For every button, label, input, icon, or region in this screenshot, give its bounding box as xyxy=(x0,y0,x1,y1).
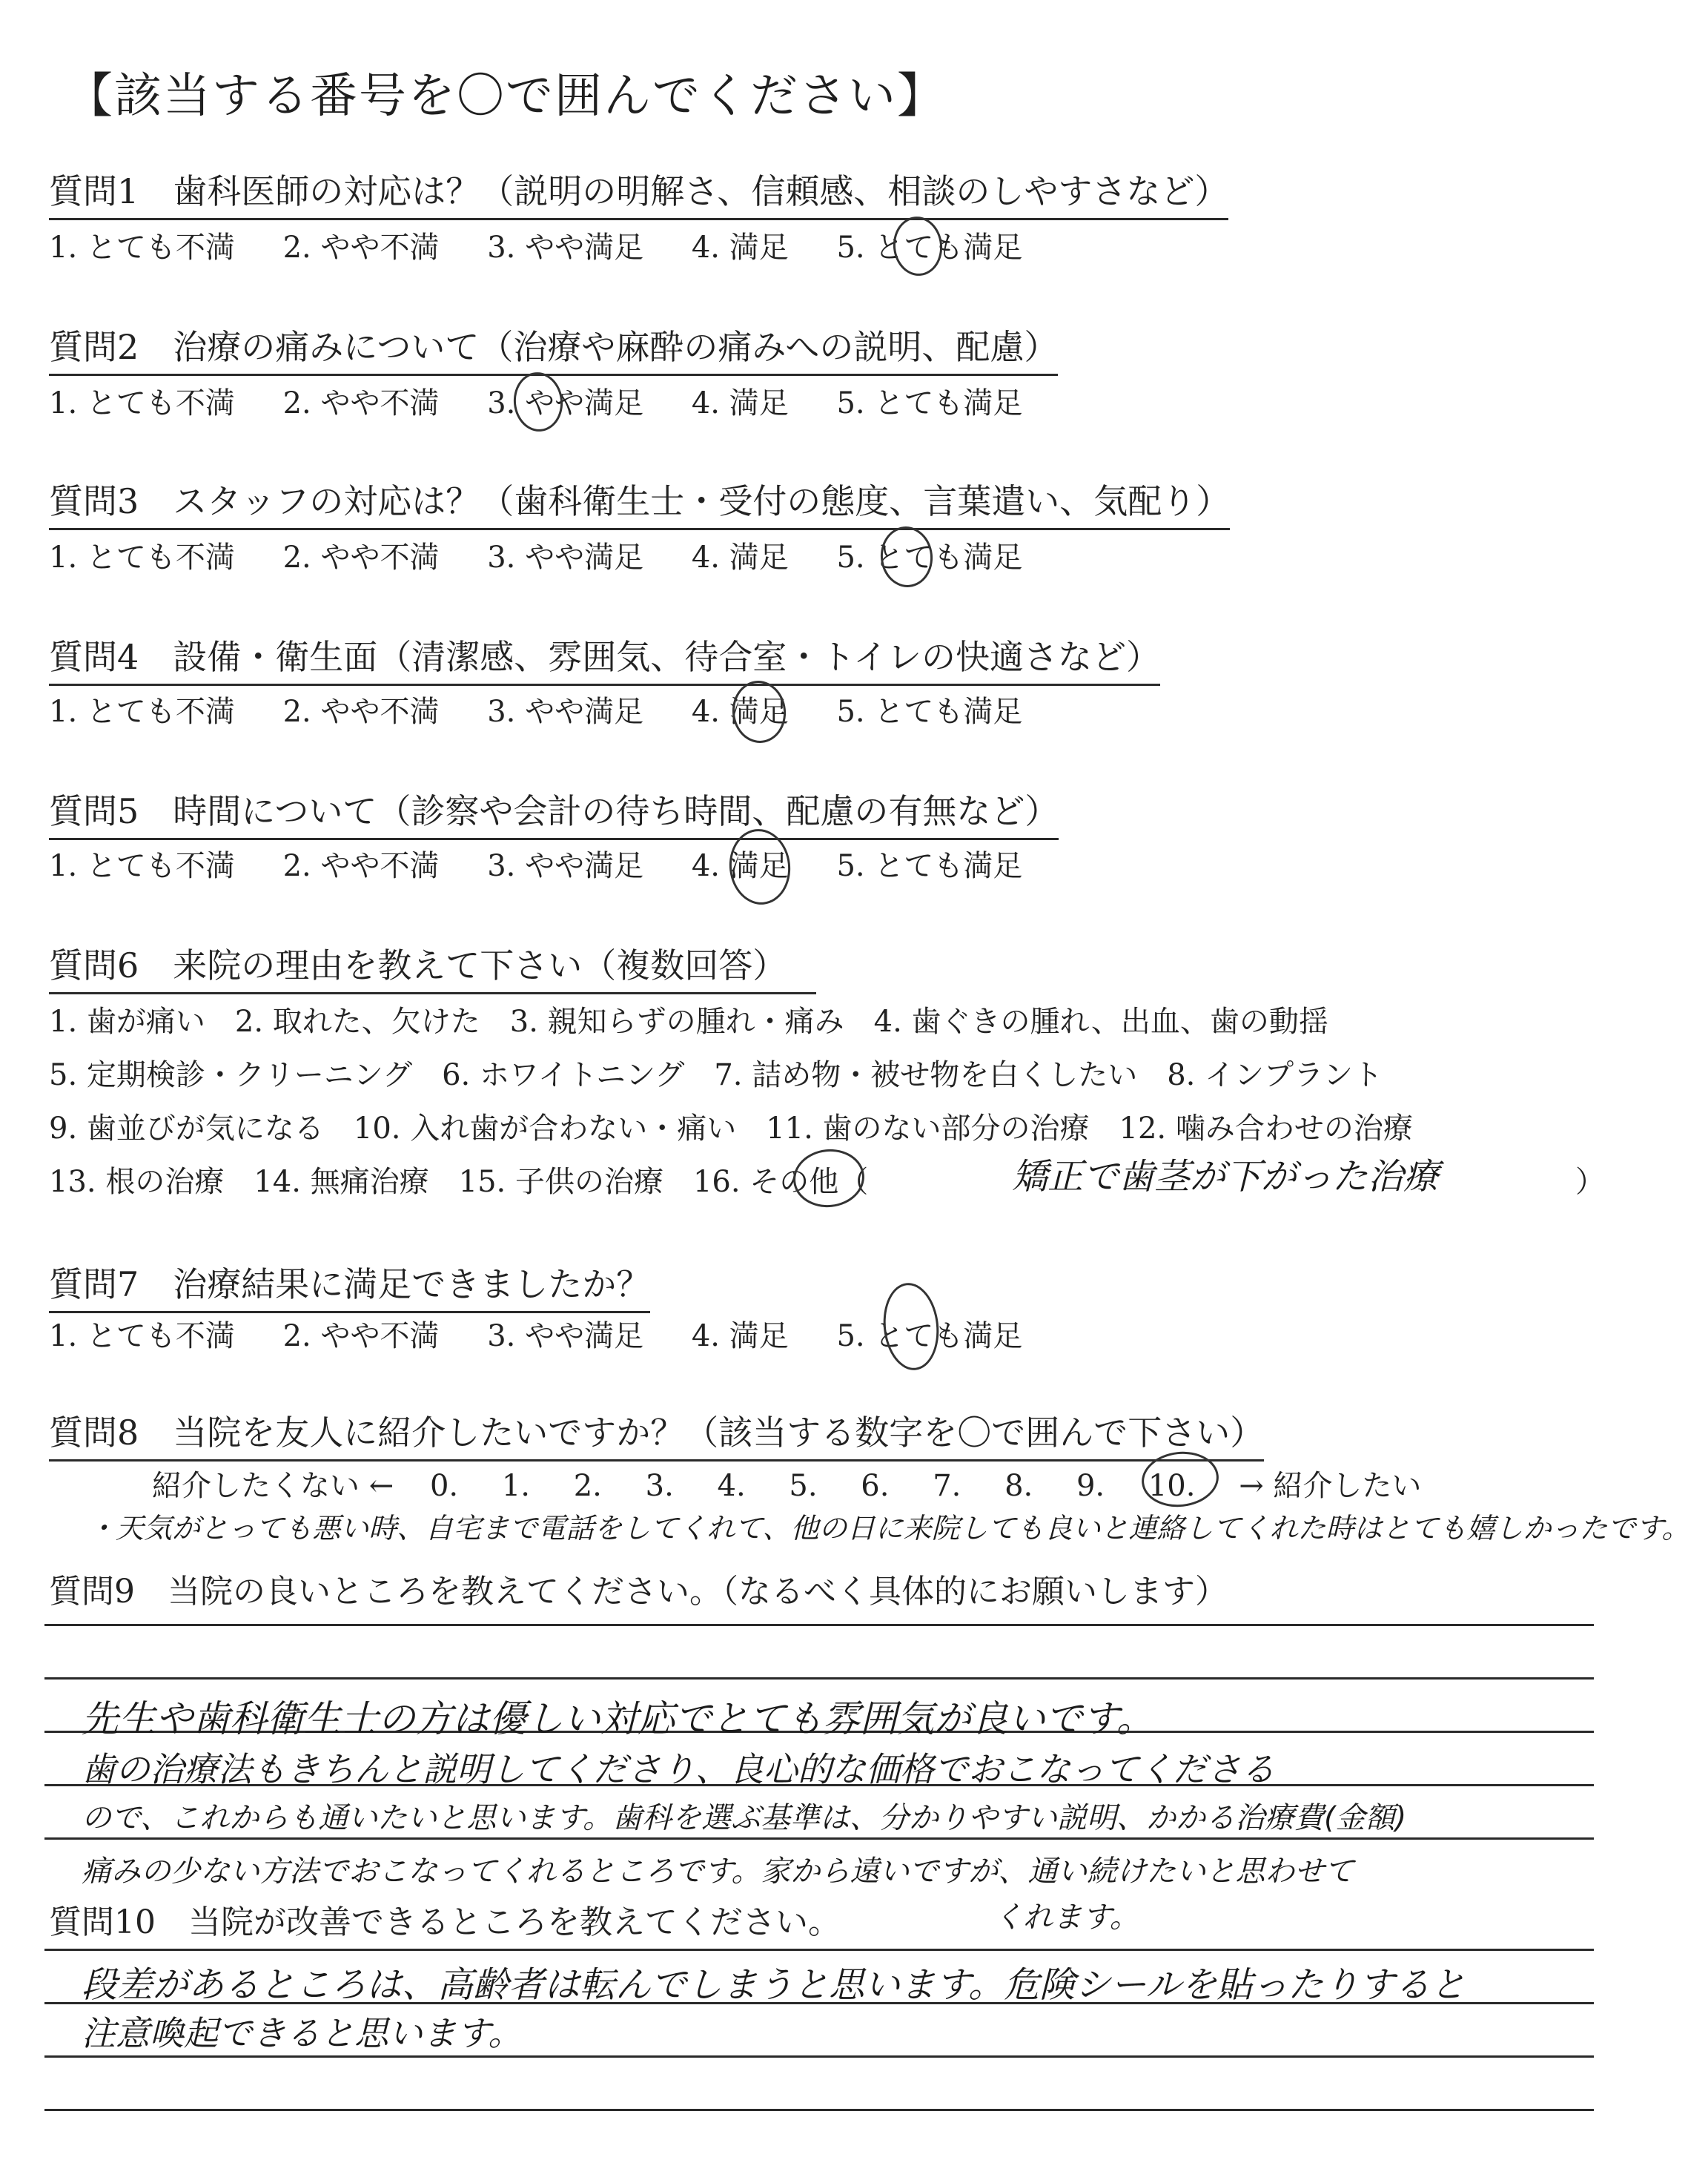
question-8-title: 質問8 当院を友人に紹介したいですか？（該当する数字を〇で囲んで下さい） xyxy=(49,1406,1264,1462)
q7-option-5[interactable]: 5. とても満足 xyxy=(836,1319,1023,1353)
q3-option-2[interactable]: 2. やや不満 xyxy=(282,541,440,575)
question-7-title: 質問7 治療結果に満足できましたか？ xyxy=(49,1258,650,1313)
q6-other-handwritten: 矯正で歯茎が下がった治療 xyxy=(1012,1156,1440,1198)
q8-scale-1[interactable]: 1. xyxy=(501,1469,531,1503)
q7-option-4[interactable]: 4. 満足 xyxy=(691,1319,789,1353)
q1-option-4[interactable]: 4. 満足 xyxy=(691,231,789,265)
question-2-title: 質問2 治療の痛みについて（治療や麻酔の痛みへの説明、配慮） xyxy=(49,320,1058,376)
q7-option-3[interactable]: 3. やや満足 xyxy=(487,1319,644,1353)
question-4-options xyxy=(49,688,1061,730)
q8-scale-0[interactable]: 0. xyxy=(429,1469,459,1503)
q9-answer-line-2: 歯の治療法もきちんと説明してくださり、良心的な価格でおこなってくださる xyxy=(82,1749,1275,1789)
q9-answer-line-5: くれます。 xyxy=(993,1900,1139,1935)
q8-left-label: 紹介したくない ← xyxy=(152,1469,394,1503)
q8-scale-2[interactable]: 2. xyxy=(573,1469,602,1503)
q9-answer-line-4: 痛みの少ない方法でおこなってくれるところです。家から遠いですが、通い続けたいと思わせて xyxy=(82,1855,1354,1889)
q2-option-2[interactable]: 2. やや不満 xyxy=(282,386,440,420)
q7-option-2[interactable]: 2. やや不満 xyxy=(282,1319,440,1353)
q8-scale xyxy=(152,1462,1455,1505)
q8-scale-9[interactable]: 9. xyxy=(1076,1469,1105,1503)
q5-option-4[interactable]: 4. 満足 xyxy=(691,849,789,883)
q8-scale-4[interactable]: 4. xyxy=(717,1469,746,1503)
q2-option-3[interactable]: 3. やや満足 xyxy=(487,386,644,420)
q7-answer-circle xyxy=(879,1280,943,1373)
q7-option-1[interactable]: 1. とても不満 xyxy=(49,1319,235,1353)
q8-scale-10[interactable]: 10. xyxy=(1148,1469,1196,1503)
q3-option-3[interactable]: 3. やや満足 xyxy=(487,541,644,575)
q10-answer-line-1: 段差があるところは、高齢者は転んでしまうと思います。危険シールを貼ったりすると xyxy=(82,1964,1466,2006)
q10-answer-line-2: 注意喚起できると思います。 xyxy=(82,2013,523,2053)
q6-options-row-2[interactable]: 5. 定期検診・クリーニング 6. ホワイトニング 7. 詰め物・被せ物を白くしたい 8. インプラント xyxy=(49,1058,1383,1092)
q4-option-2[interactable]: 2. やや不満 xyxy=(282,695,440,729)
q8-scale-8[interactable]: 8. xyxy=(1004,1469,1033,1503)
q4-option-5[interactable]: 5. とても満足 xyxy=(836,695,1023,729)
q8-scale-7[interactable]: 7. xyxy=(933,1469,961,1503)
q4-option-3[interactable]: 3. やや満足 xyxy=(487,695,644,729)
q9-rule-2 xyxy=(44,1677,1594,1680)
q10-rule-1 xyxy=(44,1949,1594,1951)
q6-other-close: ） xyxy=(1575,1165,1605,1199)
question-4-title: 質問4 設備・衛生面（清潔感、雰囲気、待合室・トイレの快適さなど） xyxy=(49,630,1160,686)
q3-option-1[interactable]: 1. とても不満 xyxy=(49,541,235,575)
q2-option-4[interactable]: 4. 満足 xyxy=(691,386,789,420)
question-1-title: 質問1 歯科医師の対応は？（説明の明解さ、信頼感、相談のしやすさなど） xyxy=(49,165,1228,220)
q6-options-row-4[interactable]: 13. 根の治療 14. 無痛治療 15. 子供の治療 16. その他（ xyxy=(49,1165,869,1199)
q4-option-1[interactable]: 1. とても不満 xyxy=(49,695,235,729)
q3-option-5[interactable]: 5. とても満足 xyxy=(836,541,1023,575)
q8-scale-3[interactable]: 3. xyxy=(645,1469,674,1503)
q5-option-5[interactable]: 5. とても満足 xyxy=(836,849,1023,883)
q6-options-row-3[interactable]: 9. 歯並びが気になる 10. 入れ歯が合わない・痛い 11. 歯のない部分の治療 12. 噛み合わせの治療 xyxy=(49,1112,1413,1146)
q9-rule-5 xyxy=(44,1837,1594,1840)
q6-options-row-1[interactable]: 1. 歯が痛い 2. 取れた、欠けた 3. 親知らずの腫れ・痛み 4. 歯ぐきの腫れ、出血、歯の動揺 xyxy=(49,1005,1328,1039)
q10-rule-3 xyxy=(44,2055,1594,2058)
question-6-title: 質問6 来院の理由を教えて下さい（複数回答） xyxy=(49,939,816,994)
q10-rule-4 xyxy=(44,2109,1594,2111)
q6-answer-circle xyxy=(790,1146,867,1211)
q9-answer-line-1: 先生や歯科衛生士の方は優しい対応でとても雰囲気が良いです。 xyxy=(82,1697,1153,1740)
q1-option-2[interactable]: 2. やや不満 xyxy=(282,231,440,265)
q5-option-1[interactable]: 1. とても不満 xyxy=(49,849,235,883)
q8-scale-6[interactable]: 6. xyxy=(861,1469,890,1503)
q4-option-4[interactable]: 4. 満足 xyxy=(691,695,789,729)
question-5-options xyxy=(49,842,1061,885)
q5-option-3[interactable]: 3. やや満足 xyxy=(487,849,644,883)
q1-option-3[interactable]: 3. やや満足 xyxy=(487,231,644,265)
q8-right-label: → 紹介したい xyxy=(1239,1469,1422,1503)
question-10-title: 質問10 当院が改善できるところを教えてください。 xyxy=(49,1903,841,1941)
q9-answer-line-3: ので、これからも通いたいと思います。歯科を選ぶ基準は、分かりやすい説明、かかる治療費(金額) xyxy=(82,1801,1407,1835)
q9-rule-1 xyxy=(44,1624,1594,1626)
q5-option-2[interactable]: 2. やや不満 xyxy=(282,849,440,883)
page-title: 【該当する番号を〇で囲んでください】 xyxy=(65,69,946,124)
question-3-title: 質問3 スタッフの対応は？（歯科衛生士・受付の態度、言葉遣い、気配り） xyxy=(49,475,1230,530)
question-9-title: 質問9 当院の良いところを教えてください。（なるべく具体的にお願いします） xyxy=(49,1573,1228,1611)
q8-scale-5[interactable]: 5. xyxy=(789,1469,818,1503)
q2-option-5[interactable]: 5. とても満足 xyxy=(836,386,1023,420)
question-5-title: 質問5 時間について（診察や会計の待ち時間、配慮の有無など） xyxy=(49,785,1059,840)
q1-option-1[interactable]: 1. とても不満 xyxy=(49,231,235,265)
q2-option-1[interactable]: 1. とても不満 xyxy=(49,386,235,420)
q1-option-5[interactable]: 5. とても満足 xyxy=(836,231,1023,265)
q8-handwritten-comment: ・天気がとっても悪い時、自宅まで電話をしてくれて、他の日に来院しても良いと連絡してくれた時はとても嬉しかったです。 xyxy=(87,1512,1690,1545)
q3-option-4[interactable]: 4. 満足 xyxy=(691,541,789,575)
